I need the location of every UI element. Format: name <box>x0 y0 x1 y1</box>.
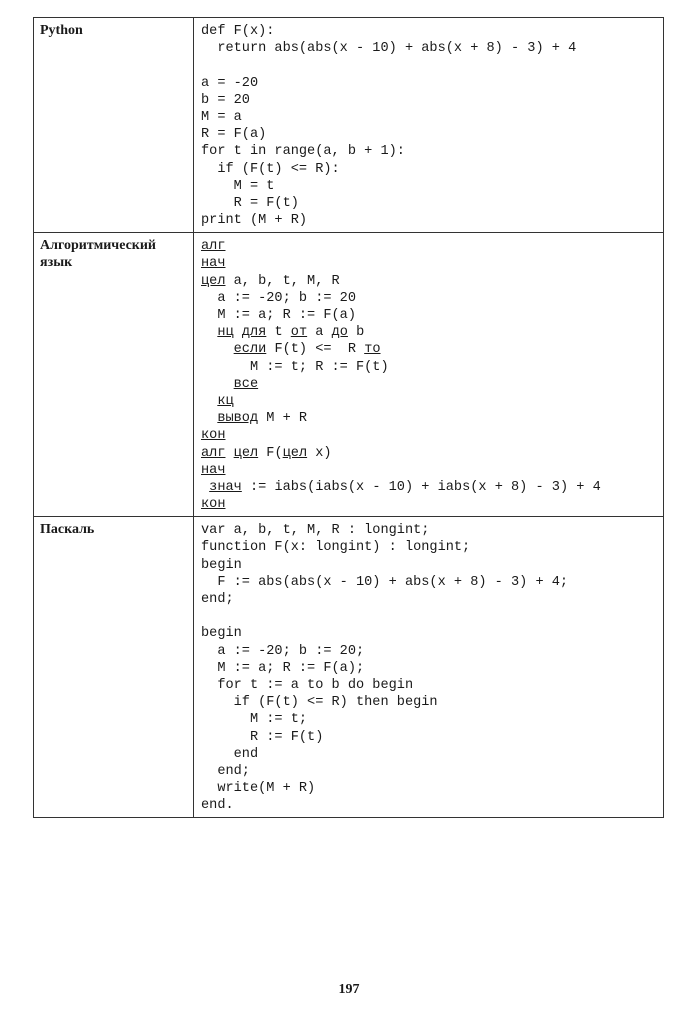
algo-keyword: кц <box>217 393 234 409</box>
algo-code-line <box>201 290 663 307</box>
python-code-line: R = F(t) <box>201 195 299 211</box>
algo-language-cell <box>34 233 194 517</box>
algo-code-line <box>201 393 663 410</box>
python-code-line: return abs(abs(x - 10) + abs(x + 8) - 3) + 4 <box>201 41 577 57</box>
algo-code-text <box>201 394 217 409</box>
algo-keyword: цел <box>233 445 259 461</box>
pascal-code-line: end; <box>201 763 250 779</box>
algo-keyword: если <box>233 342 267 358</box>
algo-code-text: b <box>347 325 365 341</box>
algo-code-text: := iabs(iabs(x - 10) + iabs(x + 8) - 3) + 4 <box>241 479 601 495</box>
pascal-code-line: end <box>201 746 259 762</box>
python-code-block <box>194 18 663 232</box>
algo-code-text <box>201 377 234 392</box>
algo-keyword: кон <box>201 428 226 444</box>
algo-code-text <box>225 446 233 461</box>
pascal-code-block <box>194 517 663 817</box>
python-language-cell <box>34 18 194 233</box>
algo-code-line <box>201 273 663 290</box>
python-code-line: b = 20 <box>201 92 250 108</box>
algo-keyword: цел <box>201 273 226 289</box>
algo-code-line <box>201 341 663 358</box>
algo-keyword: для <box>241 325 267 341</box>
algo-code-line <box>201 410 663 427</box>
algo-code-text: M := a; R := F(a) <box>201 308 356 323</box>
algo-code-line <box>201 462 663 479</box>
pascal-code-line: end; <box>201 592 234 607</box>
algo-row <box>34 233 664 517</box>
algo-code-block <box>194 233 663 516</box>
python-row <box>34 18 664 233</box>
algo-keyword: нц <box>217 325 234 341</box>
algo-keyword: алг <box>201 445 226 461</box>
pascal-code-line <box>201 608 663 625</box>
python-code-line: R = F(a) <box>201 127 267 143</box>
algo-code-text: a := -20; b := 20 <box>201 290 356 306</box>
python-code-line: def F(x): <box>201 24 275 39</box>
page-number: 197 <box>338 982 360 997</box>
algo-code-text: a, b, t, M, R <box>225 273 340 289</box>
pascal-code-line: var a, b, t, M, R : longint; <box>201 523 430 539</box>
algo-code-text <box>201 480 209 495</box>
algo-code-line <box>201 427 663 444</box>
algo-code-line <box>201 255 663 272</box>
algo-keyword: знач <box>209 479 242 495</box>
pascal-code-line: if (F(t) <= R) then begin <box>201 695 438 711</box>
pascal-code-line: F := abs(abs(x - 10) + abs(x + 8) - 3) + 4; <box>201 574 569 590</box>
python-code-line: print (M + R) <box>201 213 308 229</box>
pascal-code-line: begin <box>201 557 242 573</box>
pascal-code-line: M := a; R := F(a); <box>201 660 365 676</box>
pascal-code-line: write(M + R) <box>201 781 316 797</box>
algo-code-text <box>201 342 234 357</box>
algo-language-label-line1: Алгоритмический <box>40 238 156 254</box>
algo-code-line <box>201 496 663 513</box>
algo-language-label-line2: язык <box>40 255 73 271</box>
algo-language-label <box>34 233 193 271</box>
algo-keyword: все <box>233 376 259 392</box>
algo-code-line <box>201 359 663 376</box>
algo-keyword: до <box>331 325 348 341</box>
algo-code-line <box>201 376 663 393</box>
algo-code-cell <box>194 233 664 517</box>
algo-code-line <box>201 307 663 324</box>
pascal-code-line: end. <box>201 798 234 814</box>
algo-keyword: алг <box>201 239 226 255</box>
algo-keyword: то <box>364 342 381 358</box>
algo-code-line <box>201 445 663 462</box>
algo-code-text: M + R <box>258 411 308 427</box>
pascal-code-line: begin <box>201 626 242 642</box>
algo-keyword: кон <box>201 497 226 513</box>
algo-code-line <box>201 479 663 496</box>
python-code-line: if (F(t) <= R): <box>201 161 340 177</box>
python-code-line: M = a <box>201 109 242 125</box>
algo-code-text: a <box>307 325 332 341</box>
algo-code-text: M := t; R := F(t) <box>201 359 389 375</box>
python-language-label: Python <box>40 23 83 38</box>
algo-code-text: F(t) <= R <box>266 342 365 358</box>
algo-keyword: цел <box>282 445 308 461</box>
python-code-cell <box>194 18 664 233</box>
pascal-code-line: for t := a to b do begin <box>201 677 414 693</box>
pascal-row <box>34 517 664 818</box>
pascal-language-label: Паскаль <box>40 522 95 538</box>
algo-code-text: x) <box>307 445 332 461</box>
algo-code-text <box>201 325 217 340</box>
code-comparison-table <box>33 17 664 818</box>
algo-code-text: t <box>266 325 291 341</box>
algo-keyword: вывод <box>217 411 259 427</box>
python-code-line: for t in range(a, b + 1): <box>201 144 405 160</box>
python-code-line: a = -20 <box>201 75 259 91</box>
algo-code-text <box>234 325 242 340</box>
pascal-code-line: function F(x: longint) : longint; <box>201 540 471 556</box>
algo-keyword: нач <box>201 462 226 478</box>
pascal-code-cell <box>194 517 664 818</box>
python-code-line: M = t <box>201 178 275 194</box>
pascal-code-line: a := -20; b := 20; <box>201 643 365 659</box>
algo-code-text: F( <box>258 445 283 461</box>
algo-keyword: нач <box>201 256 226 272</box>
algo-code-line <box>201 238 663 255</box>
python-code-line <box>201 57 663 74</box>
algo-keyword: от <box>290 325 308 341</box>
algo-code-text <box>201 411 217 426</box>
pascal-code-line: M := t; <box>201 712 308 728</box>
pascal-language-cell <box>34 517 194 818</box>
algo-code-line <box>201 324 663 341</box>
pascal-code-line: R := F(t) <box>201 729 324 745</box>
